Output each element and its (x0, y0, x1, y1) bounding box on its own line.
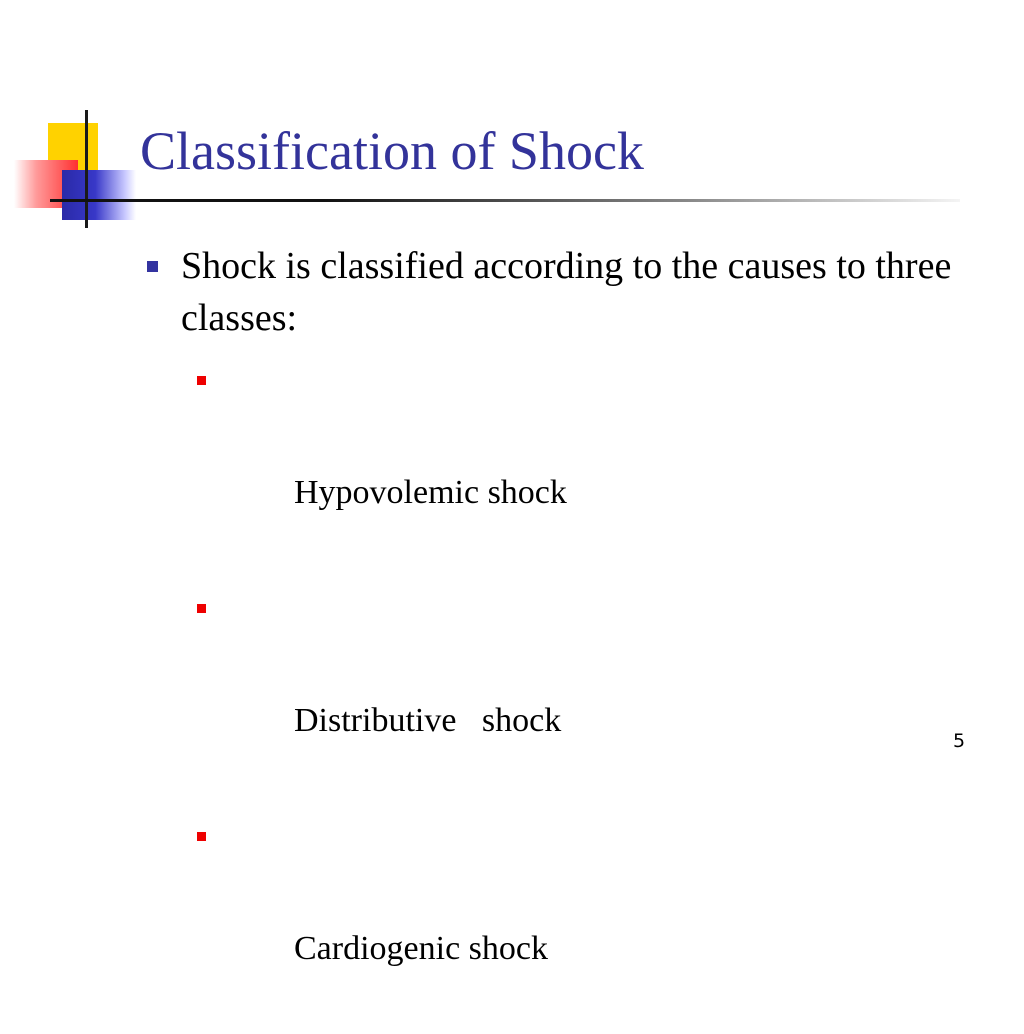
sub-bullet-item (145, 350, 985, 578)
page-number: 5 (952, 730, 966, 752)
slide-title: Classification of Shock (140, 121, 644, 181)
sub-bullet-text: Cardiogenic shock (294, 930, 548, 967)
sub-bullet-list (145, 350, 985, 1034)
bullet-item (145, 240, 985, 344)
blue-square-decoration (62, 170, 136, 220)
sub-bullet-text: Hypovolemic shock (294, 474, 567, 511)
sub-bullet-item (145, 578, 985, 806)
title-underline-rule (50, 199, 960, 202)
sub-bullet-item (145, 806, 985, 1034)
slide-body (145, 240, 985, 1034)
sub-bullet-text: Distributive shock (294, 702, 562, 739)
bullet-text: Shock is classified according to the causes to three classes: (181, 245, 952, 339)
vertical-rule-decoration (85, 110, 88, 228)
corner-ornament (0, 0, 160, 240)
square-bullet-icon (147, 261, 158, 272)
square-bullet-icon (197, 604, 206, 613)
square-bullet-icon (197, 376, 206, 385)
square-bullet-icon (197, 832, 206, 841)
